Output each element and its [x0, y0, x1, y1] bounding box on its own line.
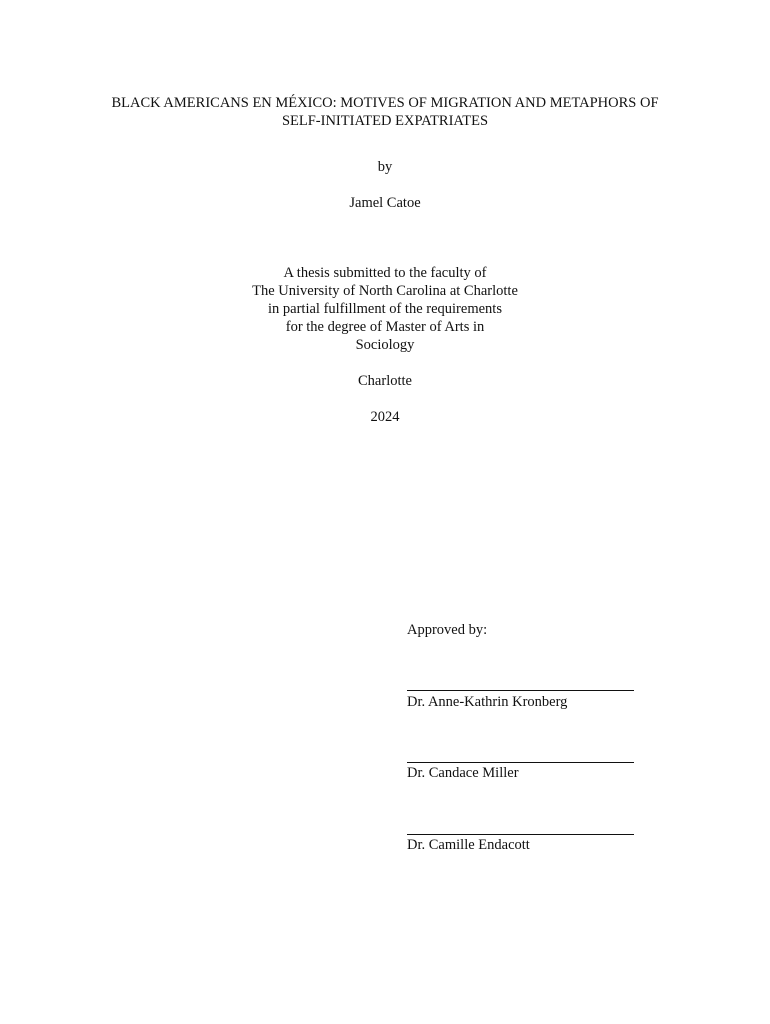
signature-line-3 — [407, 834, 634, 835]
author-name: Jamel Catoe — [349, 195, 421, 211]
signatory-3: Dr. Camille Endacott — [407, 837, 530, 853]
statement-line-1: A thesis submitted to the faculty of — [283, 265, 487, 281]
statement-line-2: The University of North Carolina at Charlotte — [252, 283, 518, 299]
thesis-title-line-2: SELF-INITIATED EXPATRIATES — [281, 113, 489, 129]
thesis-statement — [0, 264, 770, 354]
signature-line-2 — [407, 762, 634, 763]
by-label: by — [377, 159, 393, 175]
signature-line-1 — [407, 690, 634, 691]
approved-by-label: Approved by: — [407, 622, 488, 638]
thesis-title-line-1: BLACK AMERICANS EN MÉXICO: MOTIVES OF MIGRATION AND METAPHORS OF — [111, 95, 659, 111]
signatory-2: Dr. Candace Miller — [407, 765, 519, 781]
signatory-1: Dr. Anne-Kathrin Kronberg — [407, 694, 568, 710]
statement-line-3: in partial fulfillment of the requirements — [268, 301, 502, 317]
statement-line-4: for the degree of Master of Arts in — [285, 319, 485, 335]
thesis-title — [0, 94, 770, 130]
city: Charlotte — [358, 373, 412, 389]
statement-line-5: Sociology — [355, 337, 415, 353]
year: 2024 — [370, 409, 400, 425]
